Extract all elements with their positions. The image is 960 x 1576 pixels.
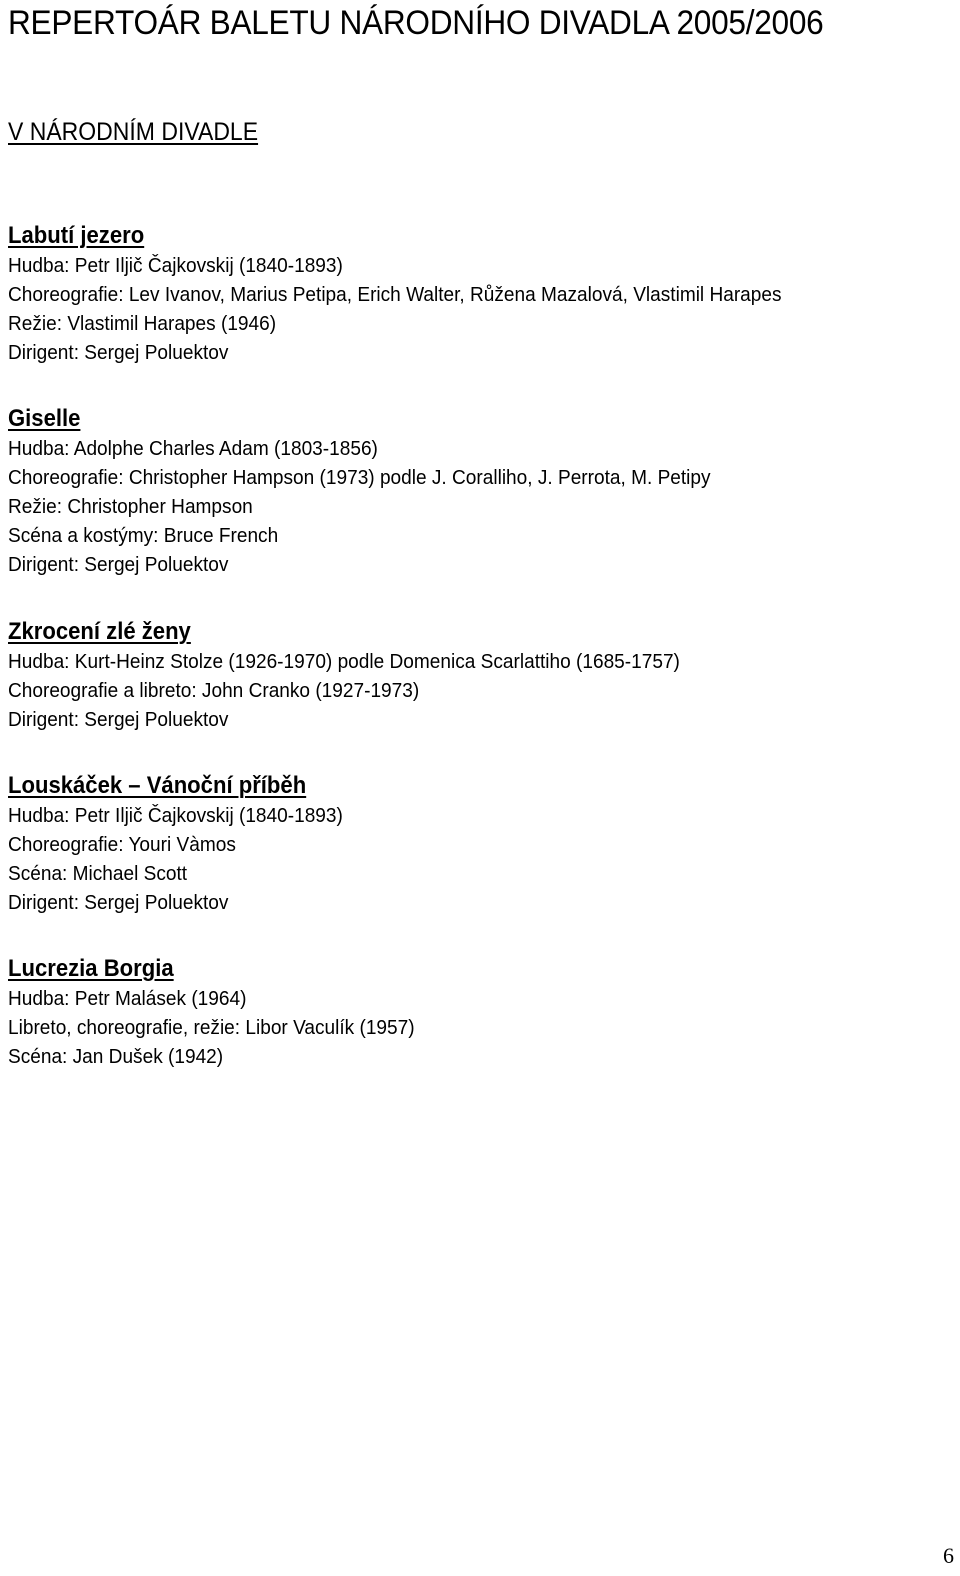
- scenery-credit: Scéna: Michael Scott: [8, 862, 188, 885]
- music-credit: Hudba: Petr Iljič Čajkovskij (1840-1893): [8, 254, 343, 277]
- music-credit: Hudba: Adolphe Charles Adam (1803-1856): [8, 437, 378, 460]
- music-credit: Hudba: Petr Malásek (1964): [8, 987, 247, 1010]
- scenery-credit: Scéna: Jan Dušek (1942): [8, 1045, 224, 1068]
- page-number: 6: [943, 1543, 954, 1568]
- music-credit: Hudba: Kurt-Heinz Stolze (1926-1970) podle Domenica Scarlattiho (1685-1757): [8, 650, 680, 673]
- choreography-credit: Choreografie: Youri Vàmos: [8, 833, 236, 856]
- ballet-title: Zkrocení zlé ženy: [8, 618, 191, 645]
- conductor-credit: Dirigent: Sergej Poluektov: [8, 553, 229, 576]
- ballet-title: Giselle: [8, 405, 81, 432]
- ballet-title: Lucrezia Borgia: [8, 955, 174, 982]
- ballet-entry-louskacek: [8, 771, 368, 917]
- section-heading: V NÁRODNÍM DIVADLE: [8, 118, 259, 146]
- direction-credit: Režie: Christopher Hampson: [8, 495, 253, 518]
- conductor-credit: Dirigent: Sergej Poluektov: [8, 341, 229, 364]
- ballet-entry-labuti-jezero: [8, 221, 840, 367]
- ballet-title: Louskáček – Vánoční příběh: [8, 772, 307, 799]
- choreography-credit: Choreografie: Christopher Hampson (1973) podle J. Coralliho, J. Perrota, M. Petipy: [8, 466, 711, 489]
- choreography-credit: Choreografie: Lev Ivanov, Marius Petipa, Erich Walter, Růžena Mazalová, Vlastimil Harapes: [8, 283, 782, 306]
- conductor-credit: Dirigent: Sergej Poluektov: [8, 708, 229, 731]
- ballet-entry-giselle: [8, 404, 763, 579]
- music-credit: Hudba: Petr Iljič Čajkovskij (1840-1893): [8, 804, 343, 827]
- ballet-entry-lucrezia-borgia: [8, 954, 445, 1071]
- document-title: REPERTOÁR BALETU NÁRODNÍHO DIVADLA 2005/2006: [8, 4, 824, 42]
- ballet-entry-zkroceni-zle-zeny: [8, 617, 730, 734]
- direction-credit: Režie: Vlastimil Harapes (1946): [8, 312, 277, 335]
- conductor-credit: Dirigent: Sergej Poluektov: [8, 891, 229, 914]
- choreography-credit: Libreto, choreografie, režie: Libor Vaculík (1957): [8, 1016, 415, 1039]
- choreography-credit: Choreografie a libreto: John Cranko (1927-1973): [8, 679, 420, 702]
- ballet-title: Labutí jezero: [8, 222, 145, 249]
- design-credit: Scéna a kostýmy: Bruce French: [8, 524, 279, 547]
